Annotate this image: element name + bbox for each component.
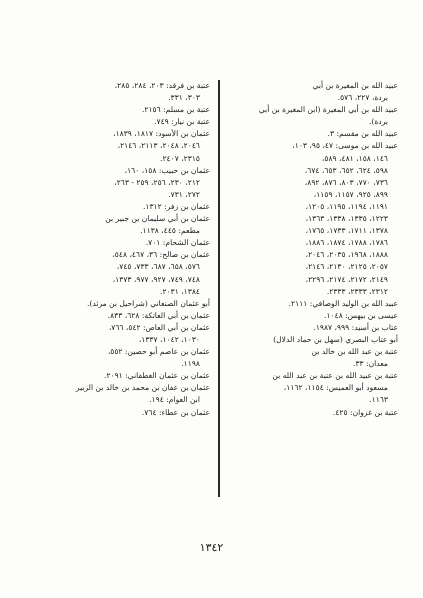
- index-entry-line: ١٢٢٣، ١٣٣٥، ١٣٣٨، ١٣٦٣،: [305, 214, 388, 224]
- index-entry-line: عثمان بن أبي سليمان بن جبير بن: [105, 214, 210, 224]
- index-entry-line: ١١٩١، ١١٩٤، ١١٩٥، ١٢٠٥،: [305, 201, 388, 211]
- index-entry-line: بردة، ٢٢٧، ٥٧٦.: [337, 93, 388, 103]
- index-entry-line: ٢٣١٥، ٢٤٠٧.: [160, 153, 200, 163]
- index-entry-line: ٢١٢، ٢٣٠، ٢٥٦، ٢٥٩ - ٢٦٣،: [114, 177, 200, 187]
- index-entry-line: بردة).: [368, 117, 388, 127]
- index-entry-line: مطعم: ٤٤٥، ١١٣٨.: [140, 226, 200, 236]
- index-entry-line: عبيد الله بن موسى: ٤٧، ٩٥، ١٠٣،: [292, 141, 398, 151]
- index-entry-line: عتبة بن مسلم: ٢١٥٦.: [141, 105, 210, 115]
- page-number: ١٣٤٢: [199, 541, 224, 554]
- index-entry-line: أبو عثمان الصنعاني (شراحيل بن مرثد).: [86, 298, 210, 308]
- index-entry-line: ٢٧٢، ٧٣١.: [168, 189, 200, 199]
- index-entry-line: عثمان بن صالح: ٣٦، ٤٦٧، ٥٤٨،: [112, 250, 210, 260]
- index-entry-line: ٥٩٨، ٦٢٤، ٦٥٢، ٦٥٣، ٦٧٤،: [304, 165, 388, 175]
- index-entry-line: ٥٧٦، ٦٥٨، ٦٨٧، ٧٣٣، ٧٤٥،: [116, 262, 200, 272]
- index-entry-line: عثمان بن عفان بن محمد بن خالد بن الزبير: [75, 383, 210, 393]
- index-entry-line: عبيد الله بن الوليد الوصافي: ٢١١١.: [288, 298, 398, 308]
- index-entry-line: أبو عتاب البصري (سهل بن حماد الدلال): [273, 334, 398, 344]
- index-column-left: [30, 80, 210, 419]
- index-entry-line: عبيد الله بن أبي المغيرة (ابن المغيرة بن أبي: [258, 105, 398, 115]
- index-entry-line: عبيد الله بن مقسم: ٣.: [327, 129, 398, 139]
- index-entry-line: عثمان بن أبي العاتكة: ٦٢٨، ٨٣٣.: [107, 310, 210, 320]
- index-entry-line: عثمان بن الأسود: ١٨١٧، ١٨٣٩،: [113, 129, 210, 139]
- index-entry-line: عتبة بن فرقد: ٢٠٣، ٢٨٤، ٢٨٥،: [114, 81, 210, 90]
- index-entry-line: عتبة بن غزوان: ٤٢٥.: [332, 407, 398, 417]
- index-entry-line: عتبة بن عبيد الله بن عتبة بن عبد الله بن: [272, 371, 398, 381]
- index-entry-line: ١٧٨٦، ١٧٨٨، ١٨٧٤، ١٨٨٦،: [305, 238, 388, 248]
- index-entry-line: ١٣٧٨، ١٧١١، ١٧٣٣، ١٧٦٥،: [305, 226, 388, 236]
- index-entry-line: ٢٣١٢، ٢٣٣٣، ٢٣٣٣.: [326, 286, 388, 296]
- index-entry-line: ٢٠٤٦، ٢٠٤٨، ٢١١٣، ٢١٤٦،: [117, 141, 200, 151]
- index-entry-line: ١٨٨٨، ١٩٦٨، ٢٠٣٥، ٢٠٤٦،: [305, 250, 388, 260]
- index-entry-line: ١٠٣٠، ١٠٤٢، ١٣٣٧،: [138, 334, 200, 344]
- index-entry-line: ٧٣٦، ٧٧٠، ٨٠٣، ٨٧٦، ٨٩٢،: [304, 177, 388, 187]
- index-entry-line: ١٤٦، ١٥٨، ٤٨١، ٥٨٩،: [321, 153, 388, 163]
- index-entry-line: عبيد الله بن المغيرة بن أبي: [312, 81, 398, 90]
- column-divider: [218, 80, 220, 497]
- index-entry-line: عثمان بن حبيب: ١٥٨، ١٦٠،: [124, 165, 210, 175]
- index-entry-line: ١١٦٣.: [369, 395, 388, 405]
- index-entry-line: عثمان بن عاصم أبو حصين: ٥٥٢،: [107, 347, 210, 357]
- index-entry-line: عثمان بن أبي العاص: ٥٤٢، ٧٦٦،: [108, 322, 210, 332]
- index-entry-line: عثمان الشحام: ٧٠١.: [145, 238, 210, 248]
- index-entry-line: ١١٩٨.: [181, 359, 200, 369]
- index-entry-line: مسعود أبو العميس: ١١٥٤، ١١٦٢،: [283, 383, 388, 393]
- index-entry-line: عتاب بن أسيد: ٩٩٩، ١٩٨٧.: [313, 322, 398, 332]
- index-entry-line: عيسى بن بيهس: ١٠٤٨.: [324, 310, 398, 320]
- index-entry-line: معدان: ٣٣.: [353, 359, 388, 369]
- index-entry-line: ٨٩٩، ٩٢٥، ١١٥٧، ١١٥٩،: [313, 189, 388, 199]
- index-entry-line: ١٣٨٤، ٢٠٣١.: [160, 286, 200, 296]
- index-entry-line: ٢١٤٩، ٢١٧٢، ٢١٧٤، ٢٢٩٦،: [305, 274, 388, 284]
- index-entry-line: عثمان بن زفر: ١٣١٢.: [142, 201, 210, 211]
- index-entry-line: ابن العوام: ١٩٤.: [149, 395, 200, 405]
- index-entry-line: ٢٠٥٧، ٢١٢٥، ٢١٣٠، ٢١٤٦،: [305, 262, 388, 272]
- index-entry-line: عتبة بن نيار: ٧٤٩.: [154, 117, 210, 127]
- index-entry-line: عثمان بن عطاء: ٧٦٤.: [141, 407, 210, 417]
- index-entry-line: عتبة بن عبد الله بن خالد بن: [311, 347, 398, 357]
- index-entry-line: ٣٠٣، ٣٣١.: [168, 93, 200, 103]
- index-column-right: [226, 80, 398, 419]
- index-entry-line: عثمان بن عثمان الغطفاني: ٢٠٩١.: [104, 371, 210, 381]
- index-entry-line: ٧٤٨، ٧٤٩، ٩٢٧، ٩٧٧، ١٣٧٣،: [112, 274, 200, 284]
